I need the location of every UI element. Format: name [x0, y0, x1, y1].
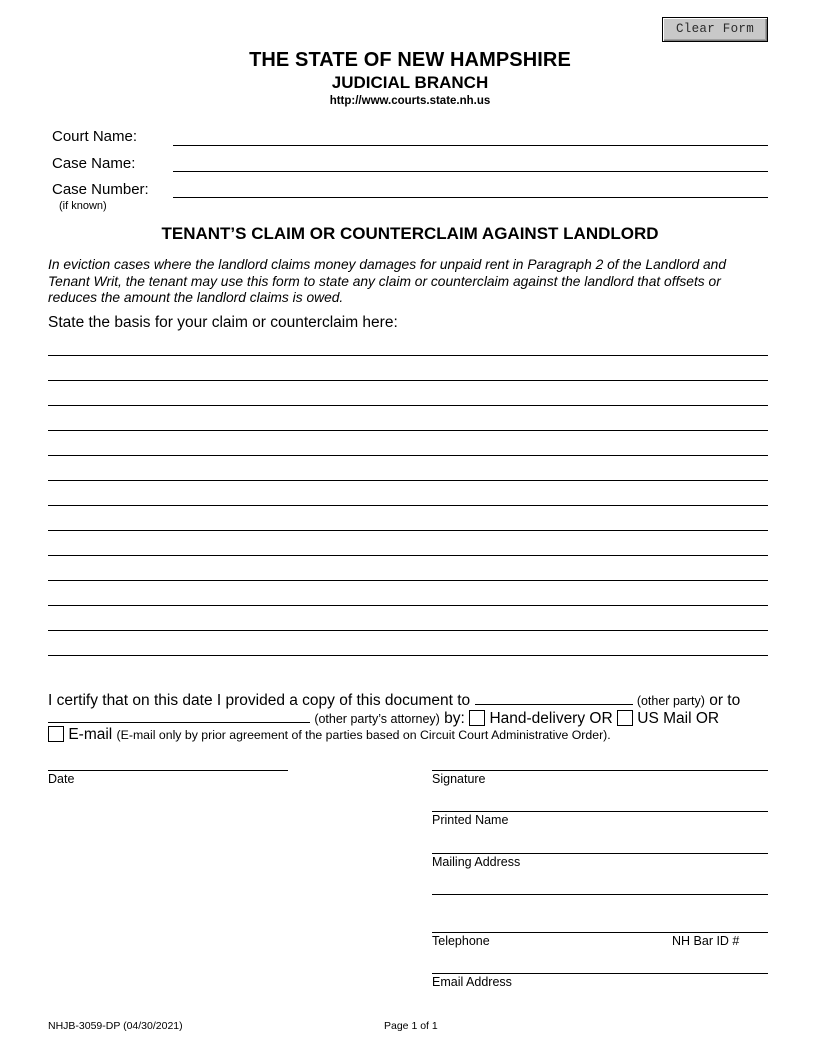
form-id: NHJB-3059-DP (04/30/2021)	[48, 1020, 183, 1032]
basis-line[interactable]	[48, 556, 768, 581]
branch-heading: JUDICIAL BRANCH	[331, 73, 489, 92]
basis-line[interactable]	[48, 381, 768, 406]
basis-label: State the basis for your claim or counterclaim here:	[48, 314, 398, 331]
signature-label: Signature	[432, 772, 486, 786]
court-name-label: Court Name:	[52, 128, 138, 145]
email-note: (E-mail only by prior agreement of the parties based on Circuit Court Administrative Order).	[116, 728, 611, 742]
bar-id-label: NH Bar ID #	[672, 934, 740, 948]
basis-line[interactable]	[48, 531, 768, 556]
us-mail-checkbox[interactable]	[617, 710, 633, 726]
or-text: OR	[589, 710, 613, 727]
basis-line[interactable]	[48, 431, 768, 456]
certification-line-2	[48, 707, 719, 728]
or-text: OR	[695, 710, 720, 727]
basis-line[interactable]	[48, 481, 768, 506]
case-number-note: (if known)	[59, 200, 107, 212]
form-title: TENANT’S CLAIM OR COUNTERCLAIM AGAINST LANDLORD	[161, 224, 659, 243]
court-url: http://www.courts.state.nh.us	[329, 95, 491, 107]
other-party-field[interactable]	[475, 689, 633, 705]
mailing-address-label: Mailing Address	[432, 855, 521, 869]
basis-line[interactable]	[48, 406, 768, 431]
certification-text: I certify that on this date I provided a copy of this document to	[48, 692, 471, 709]
court-name-field[interactable]	[173, 126, 768, 146]
telephone-bar-id-field[interactable]	[432, 932, 768, 933]
mailing-address-line-2[interactable]	[432, 894, 768, 895]
attorney-note: (other party’s attorney)	[314, 712, 440, 726]
date-field[interactable]	[48, 770, 288, 771]
hand-delivery-label: Hand-delivery	[489, 710, 586, 727]
basis-line[interactable]	[48, 331, 768, 356]
basis-text-area	[48, 331, 768, 656]
printed-name-field[interactable]	[432, 811, 768, 812]
basis-line[interactable]	[48, 506, 768, 531]
form-instructions: In eviction cases where the landlord claims money damages for unpaid rent in Paragraph 2 of the Landlord and Tenant Writ, the tenant may use this form to state any claim or counterclaim against the landlord that offsets or reduces the amount the landlord claims is owed.	[48, 257, 726, 305]
other-party-note: (other party)	[636, 694, 705, 708]
case-name-field[interactable]	[173, 152, 768, 172]
basis-line[interactable]	[48, 631, 768, 656]
attorney-field[interactable]	[48, 707, 310, 723]
state-heading: THE STATE OF NEW HAMPSHIRE	[249, 49, 571, 71]
email-checkbox[interactable]	[48, 726, 64, 742]
basis-line[interactable]	[48, 356, 768, 381]
case-number-field[interactable]	[173, 178, 768, 198]
case-name-label: Case Name:	[52, 155, 136, 172]
telephone-label: Telephone	[432, 934, 490, 948]
basis-line[interactable]	[48, 456, 768, 481]
case-number-label: Case Number:	[52, 181, 149, 198]
email-label: E-mail	[68, 726, 113, 743]
email-address-field[interactable]	[432, 973, 768, 974]
signature-field[interactable]	[432, 770, 768, 771]
clear-form-button[interactable]: Clear Form	[662, 17, 768, 42]
mailing-address-field[interactable]	[432, 853, 768, 854]
email-address-label: Email Address	[432, 975, 512, 989]
by-text: by:	[444, 710, 465, 727]
basis-line[interactable]	[48, 606, 768, 631]
or-to-text: or to	[709, 692, 741, 709]
page-number: Page 1 of 1	[384, 1020, 438, 1032]
certification-line-3	[48, 726, 611, 744]
printed-name-label: Printed Name	[432, 813, 509, 827]
basis-line[interactable]	[48, 581, 768, 606]
date-label: Date	[48, 772, 75, 786]
hand-delivery-checkbox[interactable]	[469, 710, 485, 726]
us-mail-label: US Mail	[637, 710, 692, 727]
